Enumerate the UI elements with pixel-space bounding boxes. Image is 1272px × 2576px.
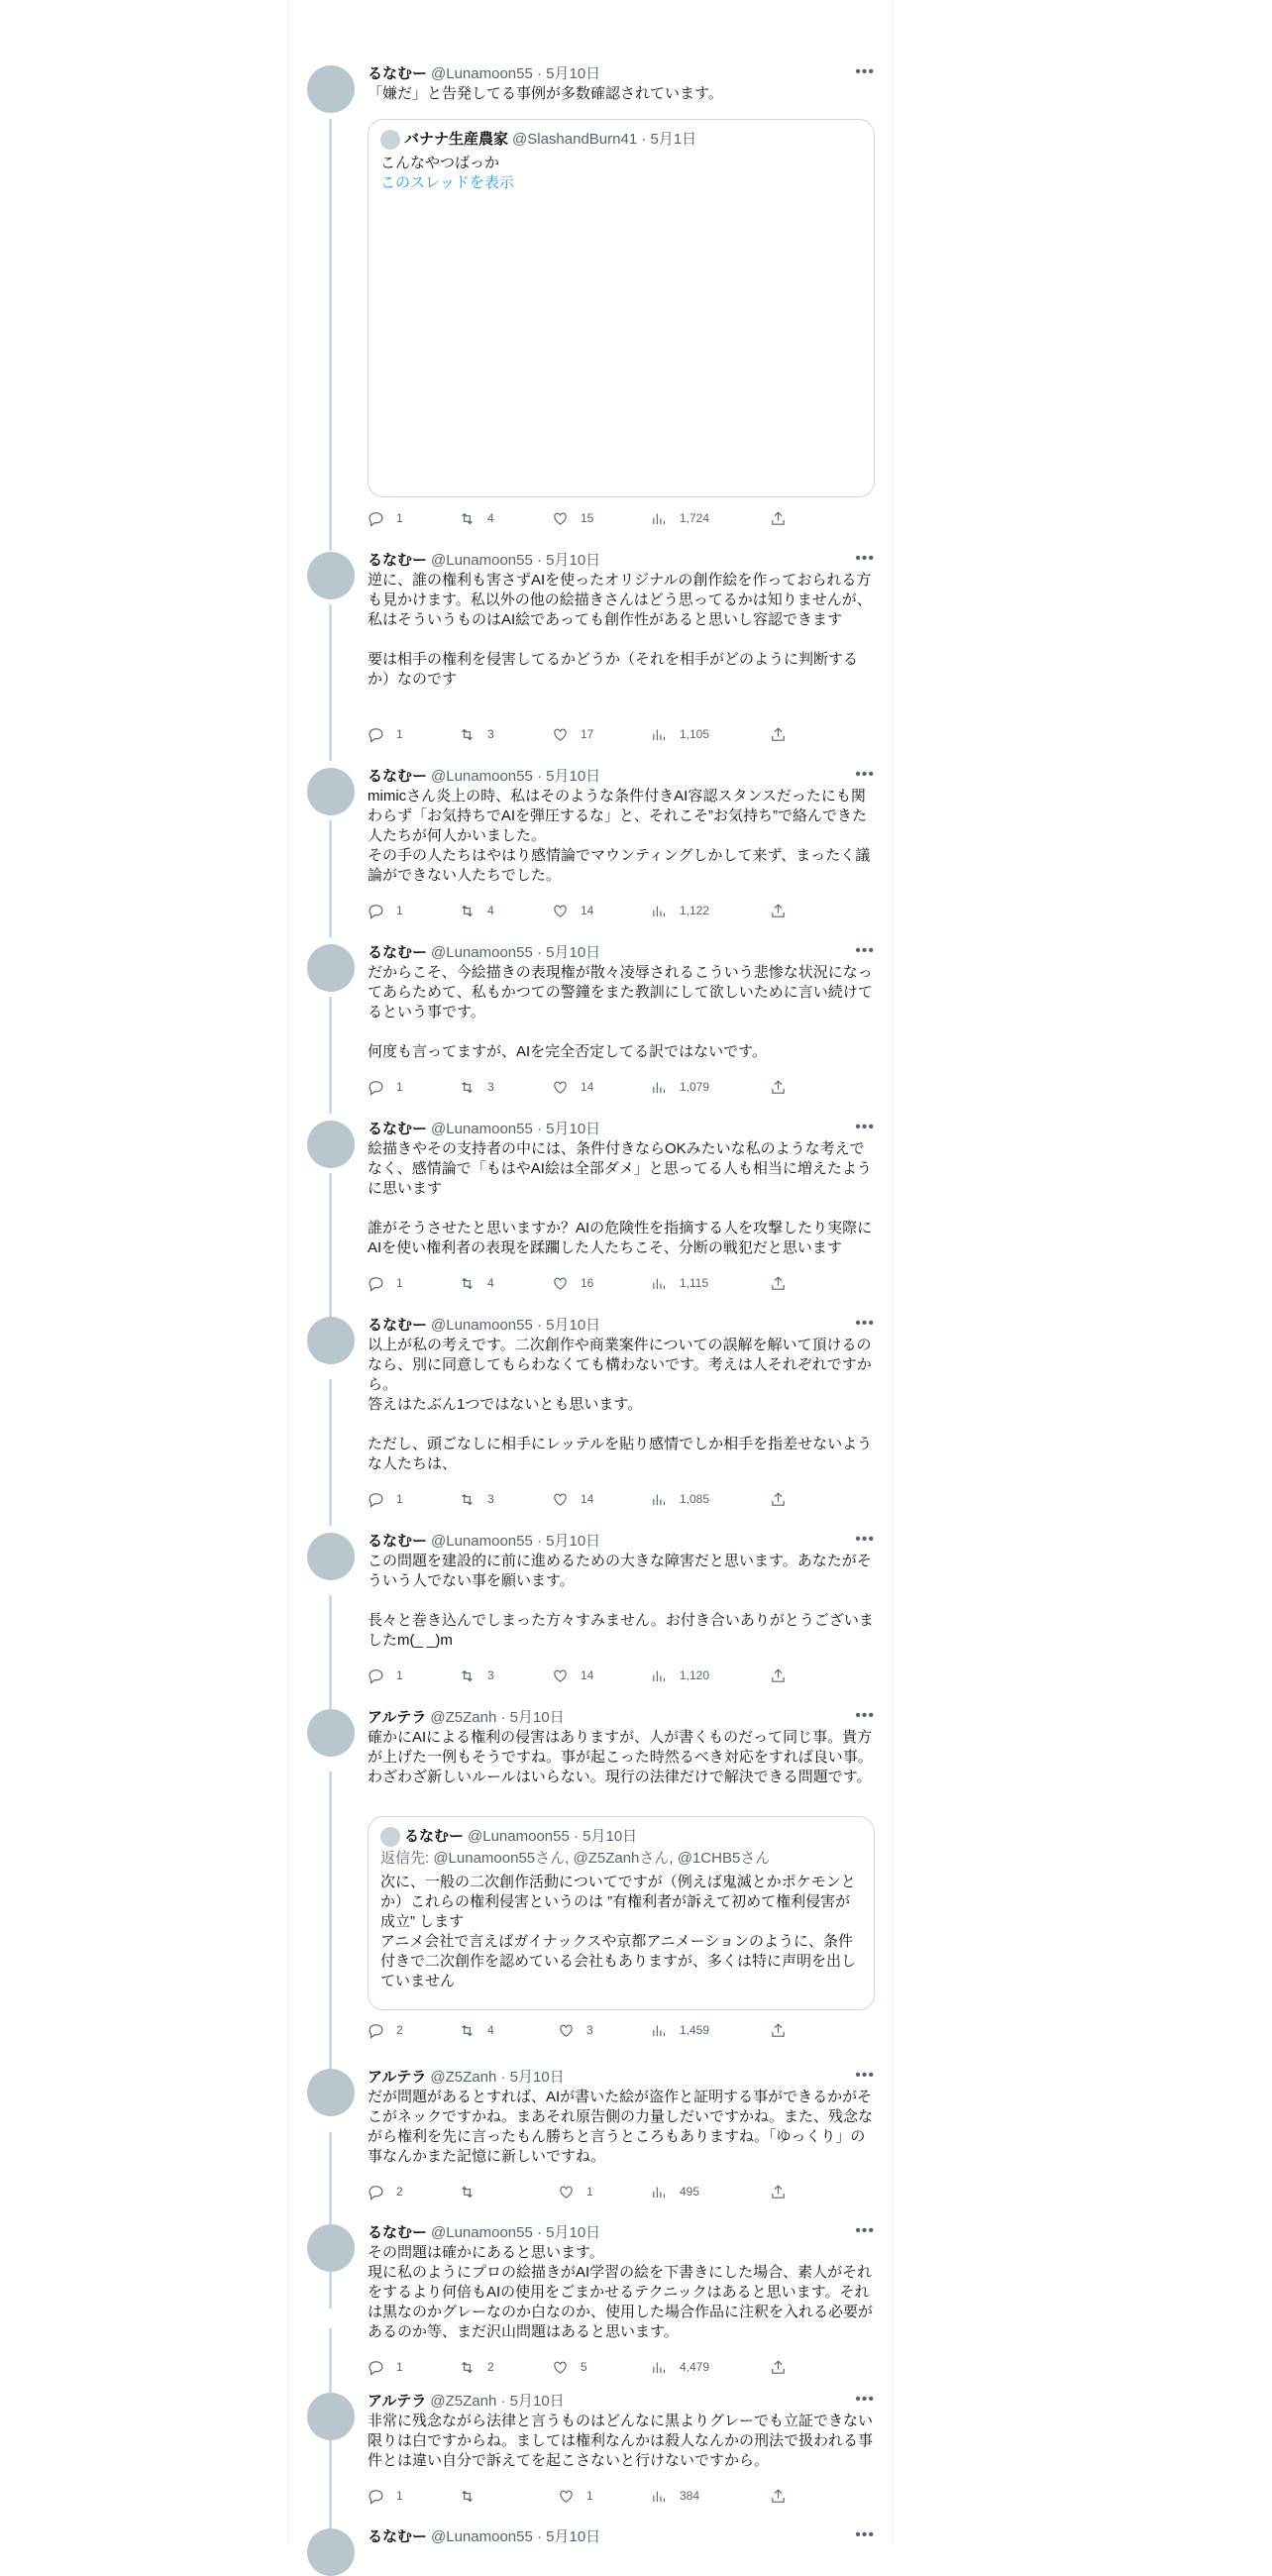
retweet-icon bbox=[459, 726, 476, 743]
tweet-actions bbox=[368, 724, 803, 744]
thread-line bbox=[329, 997, 332, 1114]
author-handle-date[interactable]: @Lunamoon55 · 5月10日 bbox=[431, 944, 601, 961]
views-icon bbox=[651, 2359, 668, 2376]
like-button[interactable]: 3 bbox=[558, 2020, 593, 2040]
thread-line bbox=[329, 1379, 332, 1526]
views-button[interactable]: 1,079 bbox=[651, 1077, 709, 1097]
tweet-header bbox=[368, 552, 875, 570]
like-button[interactable]: 14 bbox=[552, 1489, 593, 1509]
tweet-header bbox=[368, 2393, 875, 2411]
tweet-header bbox=[368, 1317, 875, 1335]
author-name[interactable]: るなむー bbox=[368, 1533, 428, 1550]
thread-line bbox=[329, 1595, 332, 1712]
like-button[interactable]: 5 bbox=[552, 2357, 587, 2377]
reply-button[interactable]: 1 bbox=[368, 1665, 403, 1685]
retweet-icon bbox=[459, 1275, 476, 1292]
views-icon bbox=[651, 510, 668, 527]
quote-avatar bbox=[380, 130, 400, 150]
more-options-icon[interactable]: ••• bbox=[855, 1315, 875, 1332]
retweet-icon bbox=[459, 1079, 476, 1096]
tweet-text: 逆に、誰の権利も害さずAIを使ったオリジナルの創作絵を作っておられる方も見かけます。私以外の他の絵描きさんはどう思ってるかは知りませんが、私はそういうものはAI絵であっても創作性があると思いし容認できます 要は相手の権利を侵害してるかどうか（それを相手がどのように判断するか）なのです bbox=[368, 572, 872, 688]
tweet-text: 以上が私の考えです。二次創作や商業案件についての誤解を解いて頂けるのなら、別に同意してもらわなくても構わないです。考えは人それぞれですから。 答えはたぶん1つではないとも思います。 ただし、頭ごなしに相手にレッテルを貼り感情でしか相手を指差せないような人たちは、 bbox=[368, 1337, 873, 1472]
views-button[interactable]: 1,120 bbox=[651, 1665, 709, 1685]
retweet-icon bbox=[459, 2359, 476, 2376]
reply-icon bbox=[368, 1667, 384, 1684]
like-button[interactable]: 15 bbox=[552, 508, 593, 528]
tweet-header bbox=[368, 2069, 875, 2087]
share-icon bbox=[770, 903, 787, 919]
retweet-button[interactable]: 3 bbox=[459, 1489, 494, 1509]
tweet-text: その問題は確かにあると思います。 現に私のようにプロの絵描きがAI学習の絵を下書きにした場合、素人がそれをするより何倍もAIの使用をごまかせるテクニックはあると思います。それは黒なのかグレーなのか白なのか、使用した場合作品に注釈を入れる必要があるのか等、まだ沢山問題はあると思います。 bbox=[368, 2244, 874, 2340]
retweet-button[interactable]: 4 bbox=[459, 901, 494, 920]
tweet-text: 非常に残念ながら法律と言うものはどんなに黒よりグレーでも立証できない限りは白ですからね。ましては権利なんかは殺人なんかの刑法で扱われる事件とは違い自分で訴えてを起こさないと行けないですから。 bbox=[368, 2413, 874, 2469]
share-icon bbox=[770, 1079, 787, 1096]
tweet-header bbox=[368, 2528, 875, 2546]
timeline-column bbox=[288, 0, 893, 2544]
more-options-icon[interactable]: ••• bbox=[855, 550, 875, 567]
more-options-icon[interactable]: ••• bbox=[855, 2222, 875, 2239]
heart-icon bbox=[552, 726, 569, 743]
author-handle-date[interactable]: @Z5Zanh · 5月10日 bbox=[430, 2069, 565, 2086]
quote-text: こんなやつばっか bbox=[380, 155, 500, 172]
retweet-button[interactable]: 3 bbox=[459, 1665, 494, 1685]
reply-button[interactable]: 1 bbox=[368, 2486, 403, 2506]
share-icon bbox=[770, 1275, 787, 1292]
like-button[interactable]: 16 bbox=[552, 1273, 593, 1293]
show-thread-link[interactable]: このスレッドを表示 bbox=[380, 174, 514, 192]
tweet-text: だからこそ、今絵描きの表現権が散々凌辱されるこういう悲惨な状況になってあらためて、私もかつての警鐘をまた教訓にして欲しいために言い続けてるという事です。 何度も言ってますが、AIを完全否定してる訳ではないです。 bbox=[368, 964, 873, 1060]
more-options-icon[interactable]: ••• bbox=[855, 2526, 875, 2543]
views-icon bbox=[651, 726, 668, 743]
heart-icon bbox=[552, 1667, 569, 1684]
author-name[interactable]: るなむー bbox=[368, 944, 428, 961]
views-button[interactable]: 1,115 bbox=[651, 1273, 708, 1293]
retweet-button[interactable] bbox=[459, 2182, 487, 2201]
share-icon bbox=[770, 1491, 787, 1508]
views-icon bbox=[651, 1079, 668, 1096]
author-name[interactable]: アルテラ bbox=[368, 1709, 427, 1726]
author-handle-date[interactable]: @Lunamoon55 · 5月10日 bbox=[431, 1317, 601, 1334]
tweet-actions bbox=[368, 1665, 803, 1685]
share-button[interactable] bbox=[770, 1273, 787, 1293]
heart-icon bbox=[552, 1275, 569, 1292]
retweet-button[interactable]: 4 bbox=[459, 508, 494, 528]
author-name[interactable]: るなむー bbox=[368, 65, 428, 82]
reply-button[interactable]: 1 bbox=[368, 1077, 403, 1097]
more-options-icon[interactable]: ••• bbox=[855, 1119, 875, 1135]
quote-tweet[interactable] bbox=[368, 1816, 875, 2010]
thread-line bbox=[329, 820, 332, 937]
tweet-header bbox=[368, 2224, 875, 2242]
author-handle-date[interactable]: @Lunamoon55 · 5月10日 bbox=[431, 65, 601, 82]
thread-line bbox=[329, 2455, 332, 2515]
tweet-actions bbox=[368, 1489, 803, 1509]
share-button[interactable] bbox=[770, 2357, 787, 2377]
reply-icon bbox=[368, 903, 384, 919]
author-name[interactable]: るなむー bbox=[368, 1317, 428, 1334]
heart-icon bbox=[558, 2184, 575, 2200]
reply-icon bbox=[368, 2359, 384, 2376]
views-button[interactable]: 1,122 bbox=[651, 901, 709, 920]
tweet-actions bbox=[368, 901, 803, 920]
tweet-actions bbox=[368, 1273, 803, 1293]
views-button[interactable]: 495 bbox=[651, 2182, 699, 2201]
avatar[interactable] bbox=[307, 2528, 355, 2576]
reply-icon bbox=[368, 1079, 384, 1096]
avatar[interactable] bbox=[307, 1533, 355, 1580]
tweet-header bbox=[368, 768, 875, 786]
quote-tweet[interactable] bbox=[368, 119, 875, 497]
retweet-button[interactable]: 3 bbox=[459, 1077, 494, 1097]
reply-button[interactable]: 1 bbox=[368, 901, 403, 920]
avatar[interactable] bbox=[307, 552, 355, 599]
share-button[interactable] bbox=[770, 901, 787, 920]
author-name[interactable]: るなむー bbox=[368, 2528, 428, 2545]
share-icon bbox=[770, 2022, 787, 2039]
quote-text: 次に、一般の二次創作活動についてですが（例えば鬼滅とかポケモンとか）これらの権利侵害というのは ”有権利者が訴えて初めて権利侵害が成立” します アニメ会社で言えばガイナックスや京都アニメーションのように、条件付きで二次創作を認めている会社もありますが、多くは特に声明を出していません bbox=[380, 1874, 857, 1990]
avatar[interactable] bbox=[307, 944, 355, 992]
tweet-actions bbox=[368, 2182, 803, 2201]
share-icon bbox=[770, 2488, 787, 2505]
author-handle-date[interactable]: @Z5Zanh · 5月10日 bbox=[430, 1709, 565, 1726]
share-icon bbox=[770, 510, 787, 527]
like-button[interactable]: 17 bbox=[552, 724, 593, 744]
quote-reply-to: 返信先: @Lunamoon55さん, @Z5Zanhさん, @1CHB5さん bbox=[380, 1850, 771, 1868]
thread-line bbox=[329, 1173, 332, 1320]
more-options-icon[interactable]: ••• bbox=[855, 942, 875, 959]
like-button[interactable]: 1 bbox=[558, 2486, 593, 2506]
views-button[interactable]: 1,105 bbox=[651, 724, 709, 744]
heart-icon bbox=[552, 510, 569, 527]
share-icon bbox=[770, 726, 787, 743]
avatar[interactable] bbox=[307, 1121, 355, 1168]
author-handle-date[interactable]: @Lunamoon55 · 5月10日 bbox=[431, 2528, 601, 2545]
author-handle-date[interactable]: @Lunamoon55 · 5月10日 bbox=[431, 552, 601, 569]
retweet-icon bbox=[459, 1491, 476, 1508]
author-name[interactable]: るなむー bbox=[368, 1121, 428, 1137]
thread-line bbox=[329, 1771, 332, 2087]
heart-icon bbox=[552, 2359, 569, 2376]
tweet-header bbox=[368, 65, 875, 83]
reply-icon bbox=[368, 2022, 384, 2039]
views-icon bbox=[651, 1275, 668, 1292]
heart-icon bbox=[558, 2022, 575, 2039]
avatar[interactable] bbox=[307, 1709, 355, 1757]
avatar[interactable] bbox=[307, 1317, 355, 1364]
share-button[interactable] bbox=[770, 508, 787, 528]
views-icon bbox=[651, 1667, 668, 1684]
views-button[interactable]: 4,479 bbox=[651, 2357, 709, 2377]
share-icon bbox=[770, 1667, 787, 1684]
thread-line bbox=[329, 119, 332, 551]
views-button[interactable]: 1,724 bbox=[651, 508, 709, 528]
like-button[interactable]: 14 bbox=[552, 1077, 593, 1097]
share-button[interactable] bbox=[770, 2020, 787, 2040]
reply-button[interactable]: 2 bbox=[368, 2020, 403, 2040]
avatar[interactable] bbox=[307, 2393, 355, 2440]
tweet-actions bbox=[368, 508, 803, 528]
avatar[interactable] bbox=[307, 2069, 355, 2116]
reply-button[interactable]: 1 bbox=[368, 2357, 403, 2377]
views-icon bbox=[651, 1491, 668, 1508]
tweet-actions bbox=[368, 2486, 803, 2506]
views-icon bbox=[651, 903, 668, 919]
reply-button[interactable]: 1 bbox=[368, 1273, 403, 1293]
retweet-icon bbox=[459, 510, 476, 527]
reply-button[interactable]: 1 bbox=[368, 724, 403, 744]
share-button[interactable] bbox=[770, 1077, 787, 1097]
reply-icon bbox=[368, 2184, 384, 2200]
heart-icon bbox=[552, 903, 569, 919]
retweet-icon bbox=[459, 2022, 476, 2039]
more-options-icon[interactable]: ••• bbox=[855, 63, 875, 80]
share-button[interactable] bbox=[770, 724, 787, 744]
like-button[interactable]: 14 bbox=[552, 1665, 593, 1685]
more-options-icon[interactable]: ••• bbox=[855, 1531, 875, 1548]
heart-icon bbox=[558, 2488, 575, 2505]
avatar[interactable] bbox=[307, 2224, 355, 2272]
tweet-header bbox=[368, 1121, 875, 1138]
views-icon bbox=[651, 2022, 668, 2039]
author-handle-date[interactable]: @Lunamoon55 · 5月10日 bbox=[431, 2224, 601, 2241]
author-name[interactable]: アルテラ bbox=[368, 2069, 427, 2086]
author-handle-date[interactable]: @Lunamoon55 · 5月10日 bbox=[431, 1533, 601, 1550]
tweet-text: mimicさん炎上の時、私はそのような条件付きAI容認スタンスだったにも関わらず「お気持ちでAIを弾圧するな」と、それこそ”お気持ち”で絡んできた人たちが何人かいました。 その手の人たちはやはり感情論でマウンティングしかして来ず、まったく議論ができない人たちでした。 bbox=[368, 788, 871, 884]
reply-button[interactable]: 1 bbox=[368, 1489, 403, 1509]
tweet-actions bbox=[368, 2357, 803, 2377]
tweet-header bbox=[368, 1533, 875, 1551]
more-options-icon[interactable]: ••• bbox=[855, 2067, 875, 2084]
author-name[interactable]: アルテラ bbox=[368, 2393, 427, 2410]
tweet-header bbox=[368, 944, 875, 962]
tweet-text: 確かにAIによる権利の侵害はありますが、人が書くものだって同じ事。貴方が上げた一例もそうですね。事が起こった時然るべき対応をすれば良い事。わざわざ新しいルールはいらない。現行の法律だけで解決できる問題です。 bbox=[368, 1729, 873, 1785]
retweet-icon bbox=[459, 2488, 476, 2505]
retweet-button[interactable]: 3 bbox=[459, 724, 494, 744]
share-button[interactable] bbox=[770, 1489, 787, 1509]
like-button[interactable]: 14 bbox=[552, 901, 593, 920]
views-icon bbox=[651, 2488, 668, 2505]
tweet-text: 「嫌だ」と告発してる事例が多数確認されています。 bbox=[368, 85, 723, 102]
retweet-button[interactable] bbox=[459, 2486, 487, 2506]
reply-icon bbox=[368, 2488, 384, 2505]
author-handle-date[interactable]: @Lunamoon55 · 5月10日 bbox=[431, 768, 601, 785]
tweet-header bbox=[368, 1709, 875, 1727]
more-options-icon[interactable]: ••• bbox=[855, 2391, 875, 2408]
views-button[interactable]: 1,085 bbox=[651, 1489, 709, 1509]
like-button[interactable]: 1 bbox=[558, 2182, 593, 2201]
tweet-text: だが問題があるとすれば、AIが書いた絵が盗作と証明する事ができるかがそこがネックですかね。まあそれ原告側の力量しだいですかね。また、残念ながら権利を先に言ったもん勝ちと言うところもありますね。「ゆっくり」の事なんかまた記憶に新しいですね。 bbox=[368, 2089, 874, 2165]
retweet-icon bbox=[459, 2184, 476, 2200]
reply-button[interactable]: 1 bbox=[368, 508, 403, 528]
avatar[interactable] bbox=[307, 65, 355, 113]
quote-author-handle-date: @Lunamoon55 · 5月10日 bbox=[468, 1828, 638, 1845]
tweet-text: 絵描きやその支持者の中には、条件付きならOKみたいな私のような考えでなく、感情論で「もはやAI絵は全部ダメ」と思ってる人も相当に増えたように思います 誰がそうさせたと思いますか？AIの危険性を指摘する人を攻撃したり実際にAIを使い権利者の表現を蹂躙した人たちこそ、分断の戦犯だと思います bbox=[368, 1140, 873, 1256]
thread-line bbox=[329, 2132, 332, 2308]
author-name[interactable]: るなむー bbox=[368, 2224, 428, 2241]
reply-icon bbox=[368, 510, 384, 527]
heart-icon bbox=[552, 1491, 569, 1508]
share-button[interactable] bbox=[770, 2486, 787, 2506]
share-button[interactable] bbox=[770, 1665, 787, 1685]
views-button[interactable]: 1,459 bbox=[651, 2020, 709, 2040]
share-button[interactable] bbox=[770, 2182, 787, 2201]
heart-icon bbox=[552, 1079, 569, 1096]
retweet-button[interactable]: 4 bbox=[459, 2020, 494, 2040]
retweet-button[interactable]: 4 bbox=[459, 1273, 494, 1293]
share-icon bbox=[770, 2359, 787, 2376]
views-icon bbox=[651, 2184, 668, 2200]
quote-avatar bbox=[380, 1827, 400, 1847]
author-name[interactable]: るなむー bbox=[368, 768, 428, 785]
tweet-text: この問題を建設的に前に進めるための大きな障害だと思います。あなたがそういう人でない事を願います。 長々と巻き込んでしまった方々すみません。お付き合いありがとうございましたm(_ _)m bbox=[368, 1553, 874, 1649]
retweet-button[interactable]: 2 bbox=[459, 2357, 494, 2377]
share-icon bbox=[770, 2184, 787, 2200]
views-button[interactable]: 384 bbox=[651, 2486, 699, 2506]
quote-author-name: るなむー bbox=[404, 1828, 465, 1845]
reply-icon bbox=[368, 1275, 384, 1292]
thread-line bbox=[329, 604, 332, 761]
reply-icon bbox=[368, 726, 384, 743]
retweet-icon bbox=[459, 1667, 476, 1684]
author-handle-date[interactable]: @Z5Zanh · 5月10日 bbox=[430, 2393, 565, 2410]
quote-author-name: バナナ生産農家 bbox=[404, 131, 509, 148]
reply-icon bbox=[368, 1491, 384, 1508]
reply-button[interactable]: 2 bbox=[368, 2182, 403, 2201]
more-options-icon[interactable]: ••• bbox=[855, 1707, 875, 1724]
author-name[interactable]: るなむー bbox=[368, 552, 428, 569]
author-handle-date[interactable]: @Lunamoon55 · 5月10日 bbox=[431, 1121, 601, 1137]
retweet-icon bbox=[459, 903, 476, 919]
quote-author-handle-date: @SlashandBurn41 · 5月1日 bbox=[512, 131, 697, 148]
tweet-actions bbox=[368, 2020, 803, 2040]
tweet-actions bbox=[368, 1077, 803, 1097]
avatar[interactable] bbox=[307, 768, 355, 815]
more-options-icon[interactable]: ••• bbox=[855, 766, 875, 783]
